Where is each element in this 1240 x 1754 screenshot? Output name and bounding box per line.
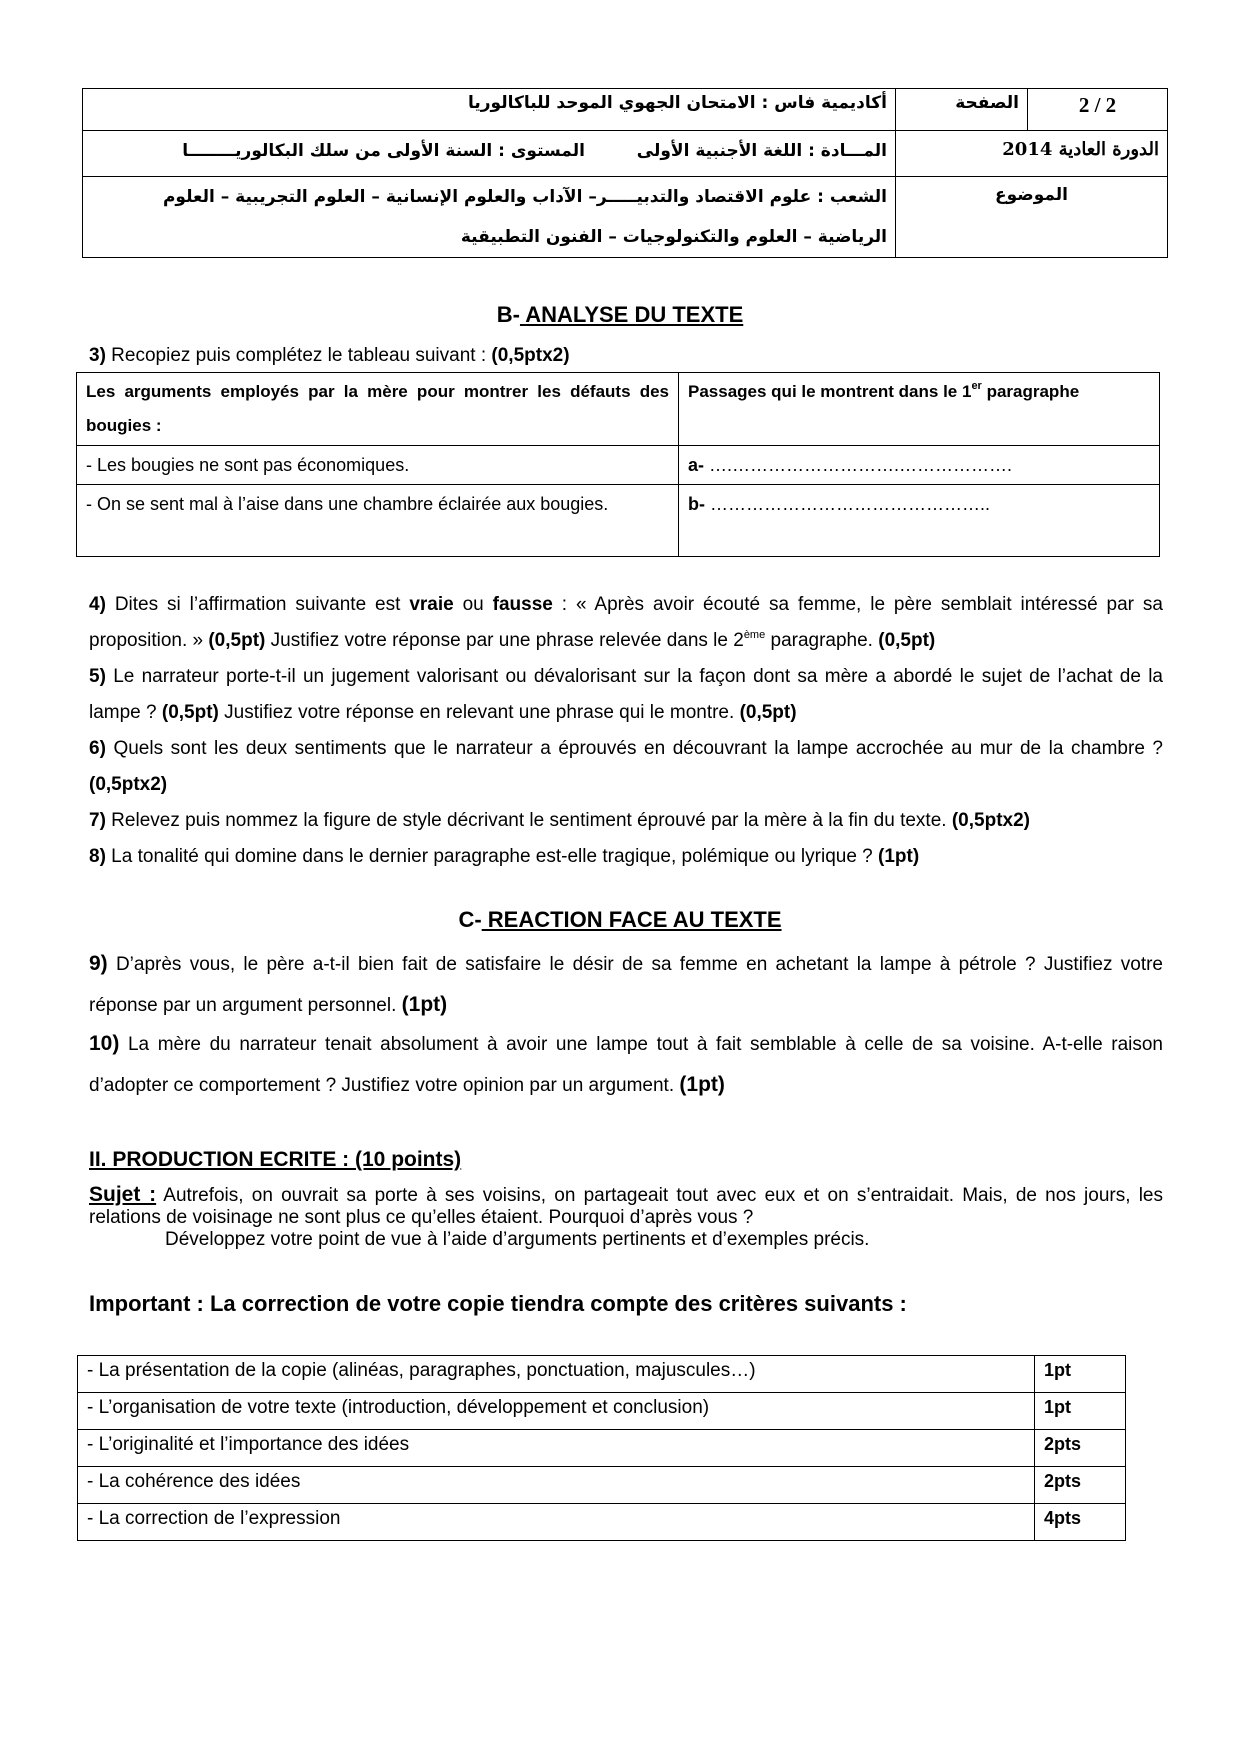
session: الدورة العادية 2014 [1002,139,1159,160]
q7-points: (0,5ptx2) [951,810,1030,831]
q4-vraie: vraie [409,594,454,615]
criteria-table [77,1355,1126,1541]
q3-text: Recopiez puis complétez le tableau suivant : [105,345,492,366]
criteria-row [78,1393,1126,1430]
subject-cell [83,131,896,177]
analyse-table [76,372,1160,557]
academy-label: أكاديمية فاس : [761,93,887,113]
question-9 [89,944,1163,1026]
question-7 [89,803,1163,839]
q10-number: 10) [89,1032,120,1055]
question-5 [89,659,1163,731]
q5-text-1: Le narrateur porte-t-il un jugement valorisant ou dévalorisant sur la façon dont sa mère a abordé le sujet de l’achat de la lampe ? [89,666,1163,723]
exam-title-cell [83,89,896,131]
q4-points-2: (0,5pt) [878,630,936,651]
sujet-label: Sujet : [89,1183,157,1206]
q8-points: (1pt) [878,846,920,867]
streams-line1: علوم الاقتصاد والتدبيـــــر– الآداب والعلوم الإنسانية – العلوم التجريبية – العلوم [162,187,812,207]
section-c-title [0,907,1240,933]
streams-label: الشعب : [817,187,887,207]
criteria-points: 4pts [1035,1504,1126,1541]
analyse-header-passages-sup: er [971,380,982,392]
q10-text: La mère du narrateur tenait absolument à avoir une lampe tout à fait semblable à celle de sa voisine. A-t-elle raison d’adopter ce comportement ? Justifiez votre opinion par un argument. [89,1034,1163,1096]
subject-label: المـــادة : [808,141,887,161]
criteria-label: - L’organisation de votre texte (introduction, développement et conclusion) [78,1393,1035,1430]
sujet-block [89,1184,1163,1251]
analyse-header-passages-tail: paragraphe [981,382,1080,401]
section-ii-title: II. PRODUCTION ECRITE : (10 points) [89,1148,462,1171]
section-b-title [0,302,1240,328]
document-type: الموضوع [896,177,1168,258]
q10-points: (1pt) [679,1073,725,1096]
analyse-row-2-passage [679,485,1160,557]
session-cell [896,131,1168,177]
analyse-header-passages [679,373,1160,446]
section-c-heading: REACTION FACE AU TEXTE [481,907,782,932]
q4-fausse: fausse [492,594,553,615]
subject-value: اللغة الأجنبية الأولى [636,141,803,161]
criteria-points: 1pt [1035,1356,1126,1393]
question-10 [89,1024,1163,1106]
criteria-row [78,1504,1126,1541]
important-note: Important : La correction de votre copie tiendra compte des critères suivants : [89,1291,907,1316]
q7-number: 7) [89,810,106,831]
q3-points: (0,5ptx2) [491,345,570,366]
q8-number: 8) [89,846,106,867]
criteria-label: - L’originalité et l’importance des idées [78,1430,1035,1467]
criteria-label: - La correction de l’expression [78,1504,1035,1541]
q4-sup: ème [743,629,766,641]
criteria-points: 2pts [1035,1430,1126,1467]
q4-number: 4) [89,594,106,615]
q8-text: La tonalité qui domine dans le dernier paragraphe est-elle tragique, polémique ou lyrique ? [105,846,879,867]
analyse-row-1-blank: ….……………………….………………. [704,455,1013,475]
exam-title: الامتحان الجهوي الموحد للباكالوريا [467,93,756,113]
q9-points: (1pt) [401,993,448,1016]
q4-text-5: paragraphe. [765,630,879,651]
page-number: 2 / 2 [1028,89,1168,131]
sujet-instruction: Développez votre point de vue à l’aide d’arguments pertinents et d’exemples précis. [165,1229,870,1250]
question-4 [89,587,1163,659]
exam-header-table [82,88,1168,258]
q9-number: 9) [89,952,108,975]
q4-text-3: : « Après avoir écouté sa femme, le père semblait intéressé par sa proposition. » [89,594,1163,651]
question-8 [89,839,1163,875]
q7-text: Relevez puis nommez la figure de style décrivant le sentiment éprouvé par la mère à la fin du texte. [105,810,952,831]
section-b-heading: ANALYSE DU TEXTE [519,302,744,327]
analyse-row-2-blank: ……………………………………….. [705,494,991,514]
analyse-row-1-argument: - Les bougies ne sont pas économiques. [77,446,679,485]
q3-number: 3) [89,345,106,366]
question-3 [89,338,1163,374]
q4-points-1: (0,5pt) [208,630,266,651]
analyse-row-2-label: b- [688,494,705,514]
page-label: الصفحة [896,89,1028,131]
section-c-prefix: C- [458,907,482,932]
section-b-prefix: B- [496,302,520,327]
analyse-header-passages-text: Passages qui le montrent dans le 1 [688,382,972,401]
streams-line2: الرياضية – العلوم والتكنولوجيات – الفنون التطبيقية [460,227,887,247]
criteria-row [78,1356,1126,1393]
level-value: السنة الأولى من سلك البكالوريــــــــا [182,141,493,161]
q5-text-2: Justifiez votre réponse en relevant une phrase qui le montre. [218,702,740,723]
criteria-points: 2pts [1035,1467,1126,1504]
criteria-row [78,1430,1126,1467]
criteria-label: - La cohérence des idées [78,1467,1035,1504]
criteria-row [78,1467,1126,1504]
analyse-header-arguments: Les arguments employés par la mère pour montrer les défauts des bougies : [77,373,679,446]
q5-number: 5) [89,666,106,687]
analyse-row-1-label: a- [688,455,705,475]
q5-points-1: (0,5pt) [161,702,219,723]
q4-text-1: Dites si l’affirmation suivante est [105,594,410,615]
sujet-text: Autrefois, on ouvrait sa porte à ses voisins, on partageait tout avec eux et on s’entraidait. Mais, de nos jours, les relations de voisinage ne sont plus ce qu’elles étaient. Pourquoi d’après vous ? [89,1185,1163,1228]
level-label: المستوى : [498,141,585,161]
question-6 [89,731,1163,803]
q9-text: D’après vous, le père a-t-il bien fait de satisfaire le désir de sa femme en achetant la lampe à pétrole ? Justifiez votre réponse par un argument personnel. [89,954,1163,1016]
q6-number: 6) [89,738,106,759]
q4-text-2: ou [453,594,493,615]
q6-points: (0,5ptx2) [89,774,168,795]
analyse-row-1-passage [679,446,1160,485]
q4-text-4: Justifiez votre réponse par une phrase relevée dans le 2 [265,630,744,651]
criteria-points: 1pt [1035,1393,1126,1430]
streams-cell [83,177,896,258]
criteria-label: - La présentation de la copie (alinéas, paragraphes, ponctuation, majuscules…) [78,1356,1035,1393]
q6-text: Quels sont les deux sentiments que le narrateur a éprouvés en découvrant la lampe accrochée au mur de la chambre ? [105,738,1163,759]
q5-points-2: (0,5pt) [739,702,797,723]
analyse-row-2-argument: - On se sent mal à l’aise dans une chambre éclairée aux bougies. [77,485,679,557]
